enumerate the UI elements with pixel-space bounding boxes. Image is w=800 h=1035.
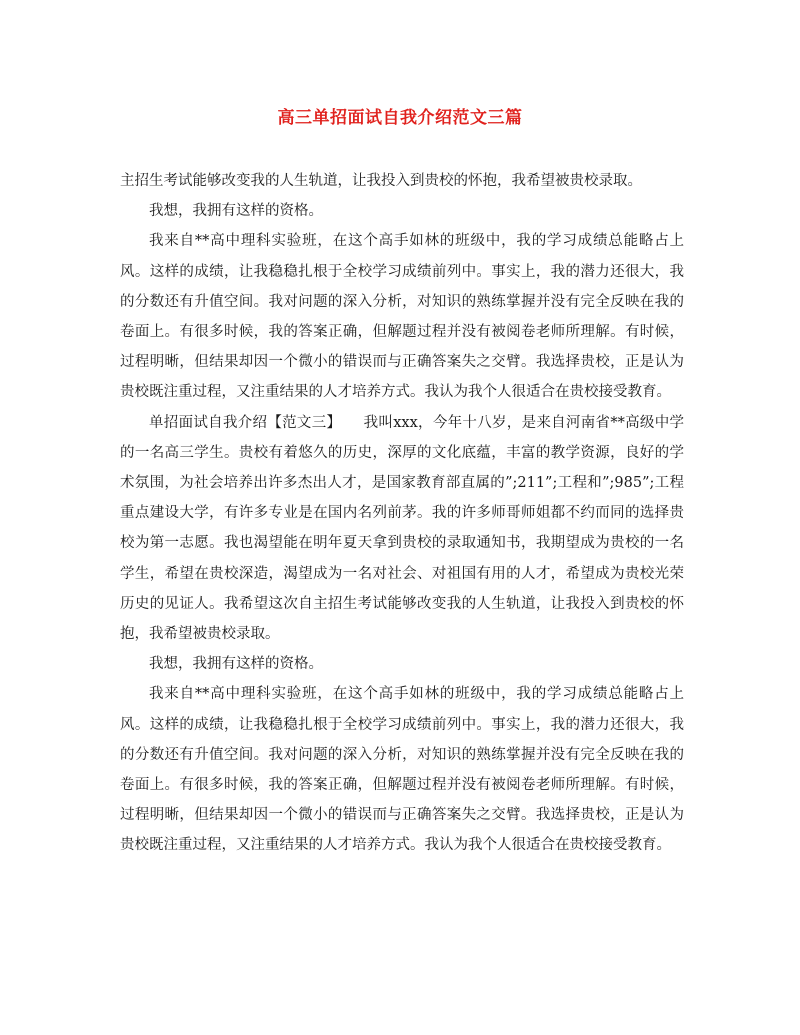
paragraph-3: 我来自**高中理科实验班，在这个高手如林的班级中，我的学习成绩总能略占上风。这样的成绩，让我稳稳扎根于全校学习成绩前列中。事实上，我的潜力还很大，我的分数还有升值空间。我对问题的深入分析，对知识的熟练掌握并没有完全反映在我的卷面上。有很多时候，我的答案正确，但解题过程并没有被阅卷老师所理解。有时候，过程明晰，但结果却因一个微小的错误而与正确答案失之交臂。我选择贵校，正是认为贵校既注重过程，又注重结果的人才培养方式。我认为我个人很适合在贵校接受教育。	[120, 233, 684, 401]
paragraph-2: 我想，我拥有这样的资格。	[149, 203, 323, 220]
document-body	[120, 166, 684, 861]
paragraph-5: 我想，我拥有这样的资格。	[149, 656, 323, 673]
paragraph-6: 我来自**高中理科实验班，在这个高手如林的班级中，我的学习成绩总能略占上风。这样的成绩，让我稳稳扎根于全校学习成绩前列中。事实上，我的潜力还很大，我的分数还有升值空间。我对问题的深入分析，对知识的熟练掌握并没有完全反映在我的卷面上。有很多时候，我的答案正确，但解题过程并没有被阅卷老师所理解。有时候，过程明晰，但结果却因一个微小的错误而与正确答案失之交臂。我选择贵校，正是认为贵校既注重过程，又注重结果的人才培养方式。我认为我个人很适合在贵校接受教育。	[120, 686, 684, 854]
document-title: 高三单招面试自我介绍范文三篇	[277, 108, 523, 128]
paragraph-4: 单招面试自我介绍【范文三】 我叫xxx，今年十八岁，是来自河南省**高级中学的一名高三学生。贵校有着悠久的历史，深厚的文化底蕴，丰富的教学资源，良好的学术氛围，为社会培养出许多杰出人才，是国家教育部直属的”;211”;工程和”;985”;工程重点建设大学，有许多专业是在国内名列前茅。我的许多师哥师姐都不约而同的选择贵校为第一志愿。我也渴望能在明年夏天拿到贵校的录取通知书，我期望成为贵校的一名学生，希望在贵校深造，渴望成为一名对社会、对祖国有用的人才，希望成为贵校光荣历史的见证人。我希望这次自主招生考试能够改变我的人生轨道，让我投入到贵校的怀抱，我希望被贵校录取。	[120, 414, 684, 643]
paragraph-1: 主招生考试能够改变我的人生轨道，让我投入到贵校的怀抱，我希望被贵校录取。	[120, 173, 642, 189]
